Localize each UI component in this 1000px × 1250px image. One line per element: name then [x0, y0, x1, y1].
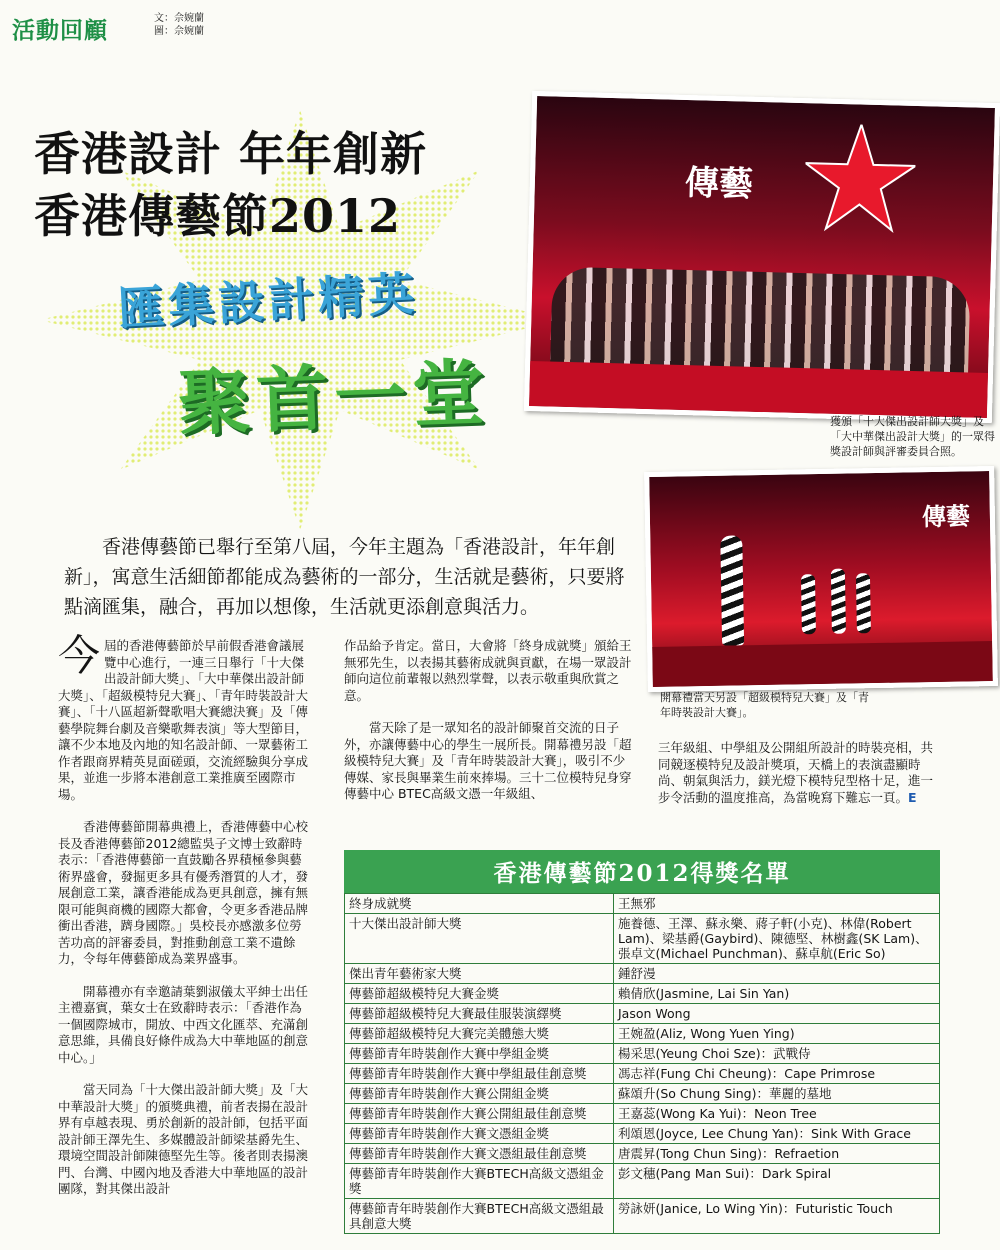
award-winner: 施養德、王澤、蘇永樂、蔣子軒(小克)、林偉(Robert Lam)、梁基爵(Gaybird)、陳德堅、林樹鑫(SK Lam)、張卓文(Michael Punchman)、蘇卓航(Eric So) — [614, 914, 940, 964]
award-name: 傳藝節青年時裝創作大賽文憑組金獎 — [345, 1124, 614, 1144]
awards-table — [344, 893, 940, 1234]
article-column-2 — [344, 638, 634, 819]
award-row — [345, 1004, 940, 1024]
awards-list-box — [344, 850, 940, 1234]
photo-caption-1: 獲頒「十大傑出設計師大獎」及「大中華傑出設計大獎」的一眾得獎設計師與評審委員合照。 — [830, 415, 995, 458]
award-name: 傳藝節青年時裝創作大賽中學組金獎 — [345, 1044, 614, 1064]
award-winner: 王婉盈(Aliz, Wong Yuen Ying) — [614, 1024, 940, 1044]
award-winner: 王無邪 — [614, 894, 940, 914]
award-winner: 蘇頌升(So Chung Sing)：華麗的墓地 — [614, 1084, 940, 1104]
paragraph-text: 屆的香港傳藝節於早前假香港會議展覽中心進行，一連三日舉行「十大傑出設計師大獎」、「大中華傑出設計師大獎」、「超級模特兒大賽」、「青年時裝設計大賽」、「十八區超新聲歌唱大賽總決賽」及「傳藝學院舞台劇及音樂歌舞表演」等大型節目，讓不少本地及內地的知名設計師、一眾藝術工作者跟商界精英見面磋頭，交流經驗與分享成果，並進一步將本港創意工業推廣至國際市場。 — [58, 638, 309, 802]
stage-logo-2: 傳藝 — [921, 502, 971, 532]
award-row — [345, 914, 940, 964]
award-name: 傳藝節超級模特兒大賽完美體態大獎 — [345, 1024, 614, 1044]
paragraph: 開幕禮亦有幸邀請葉劉淑儀太平紳士出任主禮嘉賓，葉女士在致辭時表示：「香港作為一個國際城市，開放、中西文化匯萃、充滿創意思維，具備良好條件成為大中華地區的創意中心。」 — [58, 983, 309, 1065]
model-figure — [856, 573, 871, 633]
paragraph: 作品給予肯定。當日，大會將「終身成就獎」頒給王無邪先生，以表揚其藝術成就與貢獻，在場一眾設計師向這位前輩報以熱烈掌聲，以表示敬重與欣賞之意。 — [344, 638, 632, 703]
stage-logo: 傳藝 — [684, 162, 754, 205]
award-row — [345, 1144, 940, 1164]
award-name: 傳藝節青年時裝創作大賽公開組金獎 — [345, 1084, 614, 1104]
headline-line-2: 香港傳藝節2012 — [34, 189, 402, 243]
award-row — [345, 1124, 940, 1144]
drop-cap: 今 — [58, 631, 101, 680]
award-winner: 鍾舒漫 — [614, 964, 940, 984]
festival-star-icon — [804, 123, 917, 236]
award-row — [345, 1084, 940, 1104]
paragraph — [58, 631, 313, 803]
model-figure — [831, 569, 846, 634]
crowd-silhouette — [550, 267, 970, 378]
award-name: 傳藝節超級模特兒大賽最佳服裝演繹獎 — [345, 1004, 614, 1024]
runway-photo — [644, 466, 998, 692]
award-winner: 馮志祥(Fung Chi Cheung)：Cape Primrose — [614, 1064, 940, 1084]
article-column-3 — [658, 740, 943, 822]
group-photo — [524, 91, 1000, 423]
award-row — [345, 1024, 940, 1044]
paragraph — [658, 740, 943, 806]
model-figure — [720, 535, 744, 645]
award-name: 傳藝節青年時裝創作大賽BTECH高級文憑組金獎 — [345, 1164, 614, 1199]
award-winner: 勞詠妍(Janice, Lo Wing Yin)：Futuristic Touch — [614, 1199, 940, 1234]
award-name: 傳藝節青年時裝創作大賽BTECH高級文憑組最具創意大獎 — [345, 1199, 614, 1234]
award-row — [345, 1164, 940, 1199]
award-winner: Jason Wong — [614, 1004, 940, 1024]
award-row — [345, 1044, 940, 1064]
award-row — [345, 984, 940, 1004]
section-header — [8, 6, 248, 44]
award-name: 傳藝節青年時裝創作大賽公開組最佳創意獎 — [345, 1104, 614, 1124]
award-winner: 賴倩欣(Jasmine, Lai Sin Yan) — [614, 984, 940, 1004]
award-winner: 楊采思(Yeung Choi Sze)：武戰侍 — [614, 1044, 940, 1064]
award-row — [345, 964, 940, 984]
award-name: 十大傑出設計師大獎 — [345, 914, 614, 964]
paragraph: 香港傳藝節開幕典禮上，香港傳藝中心校長及香港傳藝節2012總監吳子文博士致辭時表示：「香港傳藝節一直鼓勵各界積極參與藝術界盛會，發掘更多具有優秀潛質的人才，發展創意工業，讓香港能成為更具創意，擁有無限可能與商機的國際大都會，令更多香港品牌衝出香港，躋身國際。」吳校長亦感激多位勞苦功高的評審委員，對推動創意工業不遺餘力，令每年傳藝節成為業界盛事。 — [58, 819, 309, 966]
award-winner: 利頌恩(Joyce, Lee Chung Yan)：Sink With Grace — [614, 1124, 940, 1144]
award-name: 傳藝節超級模特兒大賽金獎 — [345, 984, 614, 1004]
award-winner: 彭文穗(Pang Man Sui)：Dark Spiral — [614, 1164, 940, 1199]
model-figure — [801, 574, 816, 634]
paragraph: 當天同為「十大傑出設計師大獎」及「大中華設計大獎」的頒獎典禮，前者表揚在設計界有卓越表現、勇於創新的設計師，包括平面設計師王澤先生、多媒體設計師梁基爵先生、環境空間設計師陳德堅先生等。後者則表揚澳門、台灣、中國內地及香港大中華地區的設計團隊，對其傑出設計 — [58, 1082, 309, 1196]
paragraph-text: 三年級組、中學組及公開組所設計的時裝亮相，共同競逐模特兒及設計獎項，天橋上的表演盡顯時尚、朝氣與活力，鎂光燈下模特兒型格十足，進一步令活動的溫度推高，為當晚寫下難忘一頁。 — [658, 740, 934, 805]
subheadline-1: 匯集設計精英 — [116, 266, 420, 336]
award-winner: 唐震昇(Tong Chun Sing)：Refraetion — [614, 1144, 940, 1164]
award-name: 傳藝節青年時裝創作大賽中學組最佳創意獎 — [345, 1064, 614, 1084]
photo-caption-2: 開幕禮當天另設「超級模特兒大賽」及「青年時裝設計大賽」。 — [660, 691, 869, 719]
text-credit: 文：佘婉蘭 — [154, 13, 204, 24]
lead-paragraph: 香港傳藝節已舉行至第八屆，今年主題為「香港設計，年年創新」，寓意生活細節都能成為藝術的一部分，生活就是藝術，只要將點滴匯集，融合，再加以想像，生活就更添創意與活力。 — [64, 536, 625, 618]
end-mark: E — [908, 789, 917, 805]
award-row — [345, 1104, 940, 1124]
section-title: 活動回顧 — [12, 17, 108, 44]
photo-credit: 圖：佘婉蘭 — [154, 26, 204, 37]
award-row — [345, 894, 940, 914]
award-name: 傑出青年藝術家大獎 — [345, 964, 614, 984]
award-winner: 王嘉蕊(Wong Ka Yui)：Neon Tree — [614, 1104, 940, 1124]
award-name: 終身成就獎 — [345, 894, 614, 914]
runway-floor — [652, 641, 993, 687]
article-column-1 — [58, 631, 313, 1214]
award-row — [345, 1064, 940, 1084]
paragraph: 當天除了是一眾知名的設計師聚首交流的日子外，亦讓傳藝中心的學生一展所長。開幕禮另設「超級模特兒大賽」及「青年時裝設計大賽」，吸引不少傳媒、家長與畢業生前來捧場。三十二位模特兒身穿傳藝中心 BTEC高級文憑一年級組、 — [344, 720, 632, 801]
award-row — [345, 1199, 940, 1234]
headline-line-1: 香港設計 年年創新 — [34, 127, 428, 181]
award-name: 傳藝節青年時裝創作大賽文憑組最佳創意獎 — [345, 1144, 614, 1164]
awards-title: 香港傳藝節2012得獎名單 — [344, 850, 940, 893]
subheadline-2: 聚首一堂 — [176, 350, 492, 446]
